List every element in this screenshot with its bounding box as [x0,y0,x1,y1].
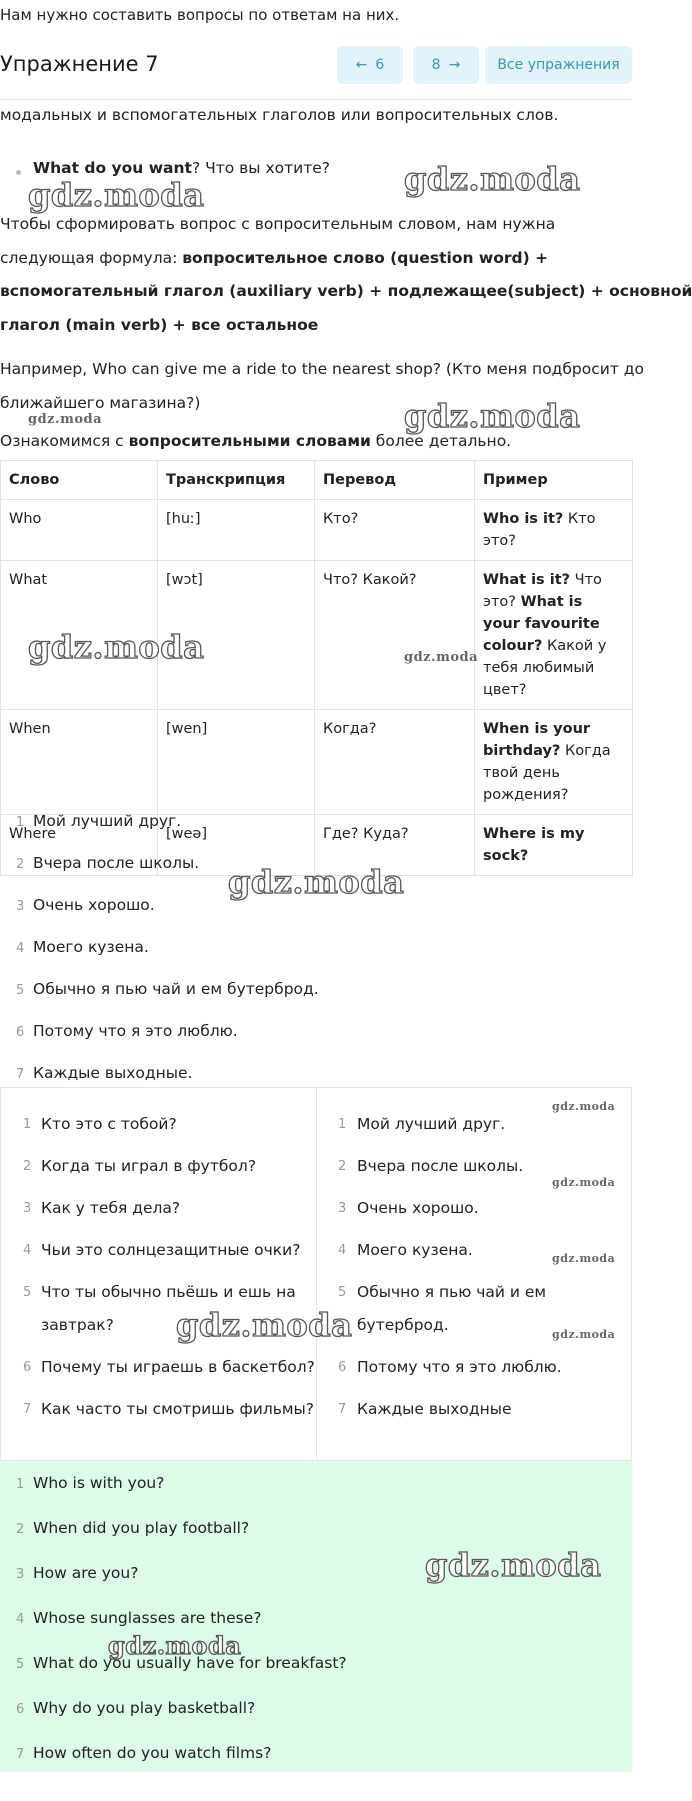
watermark: gdz.moda [552,1252,616,1265]
word-cell: Where [1,815,158,876]
table-header-row [1,461,633,500]
transcription-cell: [huː] [158,500,315,561]
list-item-text: Когда ты играл в футбол? [41,1157,257,1175]
list-item-text: Потому что я это люблю. [357,1358,562,1376]
watermark: gdz.moda [176,1306,353,1344]
list-item [317,1351,617,1384]
formula-intro: Чтобы сформировать вопрос с вопросительным словом, нам нужна [0,215,556,233]
example-cell [475,710,633,815]
list-number: 3 [23,1201,32,1216]
list-number: 6 [338,1360,347,1375]
list-number: 2 [338,1159,347,1174]
example-bold: What is it? [483,572,571,588]
list-item [0,1731,632,1776]
list-number: 6 [16,1025,25,1040]
list-item-text: How often do you watch films? [33,1744,272,1762]
watermark: gdz.moda [552,1328,616,1341]
list-item [0,1686,632,1731]
example-rest: Когда твой день рождения? [483,743,611,803]
list-number: 1 [338,1117,347,1132]
intro-text: Нам нужно составить вопросы по ответам на них. [0,6,400,24]
formula-line-3-bold: вспомогательный глагол (auxiliary verb) + подлежащее(subject) + основной [0,282,692,300]
list-item [1,1234,316,1267]
word-cell: What [1,561,158,710]
list-item-text: Who is with you? [33,1474,165,1492]
list-number: 2 [16,857,25,872]
list-item-text: Кто это с тобой? [41,1115,177,1133]
list-item [317,1393,617,1426]
formula-line-2-plain: следующая формула: [0,249,183,267]
word-cell: When [1,710,158,815]
list-item-text: Очень хорошо. [357,1199,479,1217]
formula-line-3 [0,282,692,300]
transcription-cell: [weə] [158,815,315,876]
watermark: gdz.moda [404,160,581,198]
list-item-text: How are you? [33,1564,139,1582]
questions-column [1,1108,316,1435]
list-number: 1 [23,1117,32,1132]
list-item [1,1150,316,1183]
word-cell: Who [1,500,158,561]
translation-cell: Где? Куда? [315,815,475,876]
table-header-cell: Транскрипция [158,461,315,500]
watermark: gdz.moda [552,1176,616,1189]
table-row [1,710,633,815]
list-item-text: Почему ты играешь в баскетбол? [41,1358,315,1376]
translation-cell: Когда? [315,710,475,815]
list-item [0,1596,632,1641]
example-line-2: ближайшего магазина?) [0,394,201,412]
list-number: 4 [338,1243,347,1258]
watermark: gdz.moda [404,397,581,435]
watermark: gdz.moda [28,176,205,214]
list-item [0,800,632,842]
example-rest: Кто это? [483,511,596,549]
transcription-cell: [wɔt] [158,561,315,710]
formula-line-4-bold: глагол (main verb) + все остальное [0,316,319,334]
list-number: 1 [16,1477,25,1492]
bullet-dot [16,170,21,175]
list-item [0,968,632,1010]
list-number: 3 [16,1567,25,1582]
arrow-left-icon: ← [355,57,368,73]
answers-column [317,1108,617,1435]
list-item-text: Моего кузена. [357,1241,473,1259]
list-item-text: Как у тебя дела? [41,1199,181,1217]
next-exercise-button[interactable] [413,46,479,84]
list-number: 7 [16,1067,25,1082]
list-item-text: Вчера после школы. [357,1157,524,1175]
list-number: 3 [16,899,25,914]
watermark: gdz.moda [425,1546,602,1584]
watermark: gdz.moda [108,1631,242,1660]
bullet-example-bold: What do you want [33,159,192,177]
exercise-header [0,46,632,86]
example-cell [475,561,633,710]
arrow-right-icon: → [448,57,461,73]
list-number: 3 [338,1201,347,1216]
exercise-title: Упражнение 7 [0,52,159,76]
translation-cell: Что? Какой? [315,561,475,710]
list-number: 5 [23,1285,32,1300]
watermark: gdz.moda [404,650,479,665]
example-bold: Who is it? [483,511,564,527]
list-item-text: When did you play football? [33,1519,250,1537]
english-answers-list [0,1461,632,1776]
list-number: 6 [23,1360,32,1375]
list-item [1,1351,316,1384]
list-item-text: Каждые выходные [357,1400,512,1418]
list-item [1,1108,316,1141]
list-number: 2 [23,1159,32,1174]
question-words-plain-1: Ознакомимся с [0,432,129,450]
question-words-bold: вопросительными словами [128,432,371,450]
theory-line-1: модальных и вспомогательных глаголов или вопросительных слов. [0,106,559,124]
list-number: 1 [16,815,25,830]
transcription-cell: [wen] [158,710,315,815]
list-item-text: Каждые выходные. [33,1064,193,1082]
list-item [317,1192,617,1225]
list-item-text: Очень хорошо. [33,896,155,914]
all-exercises-button[interactable]: Все упражнения [485,46,632,84]
list-number: 5 [16,983,25,998]
example-line-1: Например, Who can give me a ride to the nearest shop? (Кто меня подбросит до [0,360,645,378]
list-item [0,926,632,968]
list-number: 6 [16,1702,25,1717]
question-words-plain-2: более детально. [370,432,512,450]
answer-box [0,1461,632,1772]
list-item-text: Моего кузена. [33,938,149,956]
example-bold: When is your birthday? [483,721,591,759]
formula-line-2 [0,249,548,267]
list-number: 4 [16,941,25,956]
list-number: 5 [338,1285,347,1300]
list-item-text: Чьи это солнцезащитные очки? [41,1241,301,1259]
list-item [1,1393,316,1426]
table-row [1,500,633,561]
list-item-text: Why do you play basketball? [33,1699,256,1717]
list-item [0,1641,632,1686]
list-item-text: Обычно я пью чай и ем бутерброд. [357,1283,547,1334]
list-item-text: Whose sunglasses are these? [33,1609,262,1627]
list-item [1,1192,316,1225]
example-bold-2: What is your favourite colour? [483,594,600,654]
watermark: gdz.moda [552,1100,616,1113]
list-number: 2 [16,1522,25,1537]
answers-list [0,800,632,1094]
next-exercise-label: 8 [431,57,441,73]
watermark: gdz.moda [228,863,405,901]
list-item-text: Мой лучший друг. [357,1115,506,1133]
prev-exercise-button[interactable] [337,46,403,84]
list-number: 4 [23,1243,32,1258]
list-item-text: Потому что я это люблю. [33,1022,238,1040]
list-number: 7 [16,1747,25,1762]
example-rest-2: Какой у тебя любимый цвет? [483,638,607,698]
list-item [0,1010,632,1052]
translation-cell: Кто? [315,500,475,561]
question-answer-table [0,1087,632,1461]
table-header-cell: Перевод [315,461,475,500]
example-cell [475,500,633,561]
list-number: 5 [16,1657,25,1672]
list-number: 7 [338,1402,347,1417]
watermark: gdz.moda [28,628,205,666]
list-number: 7 [23,1402,32,1417]
header-divider [0,99,632,100]
list-item-text: Мой лучший друг. [33,812,182,830]
list-item-text: Как часто ты смотришь фильмы? [41,1400,315,1418]
list-item-text: Обычно я пью чай и ем бутерброд. [33,980,319,998]
list-item [0,1461,632,1506]
table-header-cell: Пример [475,461,633,500]
bullet-example-rest: ? Что вы хотите? [191,159,331,177]
watermark: gdz.moda [28,412,103,427]
formula-line-2-bold: вопросительное слово (question word) + [182,249,549,267]
list-number: 4 [16,1612,25,1627]
prev-exercise-label: 6 [375,57,385,73]
list-item [0,1506,632,1551]
list-item-text: What do you usually have for breakfast? [33,1654,347,1672]
formula-line-4 [0,316,318,334]
list-item-text: Что ты обычно пьёшь и ешь на завтрак? [41,1283,296,1334]
example-rest: Что это? [483,572,602,610]
example-bold: Where is my sock? [483,826,585,864]
list-item-text: Вчера после школы. [33,854,200,872]
bullet-example [33,159,330,177]
table-header-cell: Слово [1,461,158,500]
